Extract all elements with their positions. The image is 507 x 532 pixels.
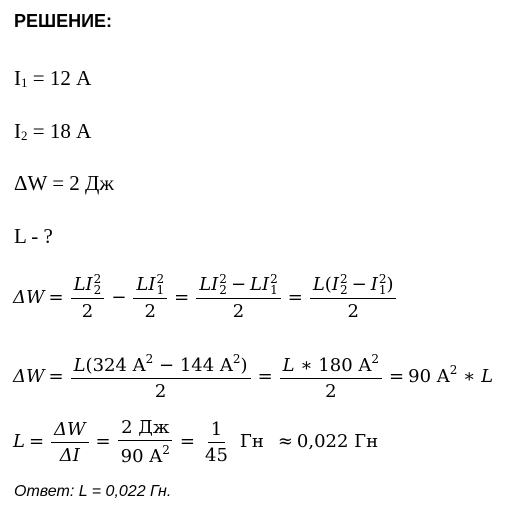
numerator-part: ) (240, 355, 248, 376)
exponent: 2 (270, 272, 278, 286)
var-l: L (73, 274, 86, 295)
var-l: L (136, 274, 149, 295)
exponent: 2 (449, 363, 458, 377)
exponent: 2 (162, 443, 170, 457)
fraction (51, 419, 89, 466)
denominator: 2 (325, 381, 337, 402)
var-i: I (261, 274, 270, 295)
numerator-part: − 144 A (153, 355, 233, 376)
equals-sign: = (257, 366, 273, 387)
exponent: 2 (371, 352, 380, 366)
numerator: 1 (208, 419, 225, 443)
formula-lhs: ΔW (13, 366, 45, 387)
denominator: 2 (81, 301, 94, 322)
denominator: 2 (154, 381, 167, 402)
formula-inductance (13, 417, 378, 467)
exponent: 2 (378, 272, 387, 286)
paren-open: ( (324, 274, 332, 295)
denominator-value: 90 A (120, 446, 163, 467)
index: 1 (270, 283, 278, 297)
minus-sign: − (230, 274, 247, 295)
fraction (71, 274, 105, 322)
numerator-part: (324 A (85, 355, 146, 376)
equals-sign: = (179, 431, 195, 452)
equals-sign: = (389, 366, 405, 387)
fraction (196, 274, 281, 322)
var-l: L (282, 355, 295, 376)
current-index: 1 (21, 75, 28, 90)
var-i: I (370, 274, 378, 295)
var-i: I (211, 274, 219, 295)
numerator-part: ∗ 180 A (294, 355, 372, 376)
exponent: 2 (339, 272, 348, 286)
equals-sign: = (287, 287, 303, 308)
given-energy-change: ΔW = 2 Дж (14, 171, 114, 195)
fraction (71, 352, 251, 402)
exponent: 2 (156, 272, 165, 286)
equals-sign: = (95, 431, 111, 452)
fraction (280, 352, 382, 402)
var-l: L (312, 274, 325, 295)
equals-sign: = (28, 431, 45, 452)
given-current-2 (14, 119, 91, 144)
approx-sign: ≈ (277, 431, 293, 452)
var-i: I (331, 274, 339, 295)
solution-heading: РЕШЕНИЕ: (14, 11, 113, 31)
minus-sign: − (351, 274, 367, 295)
unit-henry: Гн (239, 431, 264, 452)
var-l: L (199, 274, 212, 295)
formula-substitution (13, 352, 493, 402)
current-index: 2 (21, 128, 28, 143)
index: 2 (219, 283, 227, 297)
numerator: ΔW (51, 419, 89, 443)
exponent: 2 (232, 352, 241, 366)
index: 2 (93, 283, 102, 297)
var-l: L (481, 366, 494, 387)
exponent: 2 (145, 352, 154, 366)
exponent: 2 (93, 272, 102, 286)
given-current-1 (14, 66, 91, 91)
var-l: L (73, 355, 86, 376)
fraction (118, 417, 173, 467)
index: 1 (378, 283, 387, 297)
multiply-sign: ∗ (457, 366, 482, 387)
minus-sign: − (111, 287, 127, 308)
numerator: 2 Дж (118, 417, 172, 441)
current-value: = 12 А (27, 66, 92, 90)
denominator: ΔI (59, 444, 80, 466)
current-value: = 18 А (27, 119, 92, 143)
index: 1 (156, 283, 165, 297)
denominator: 2 (232, 301, 245, 322)
equals-sign: = (174, 287, 190, 308)
current-symbol: I (14, 66, 21, 90)
formula-lhs: L (13, 431, 25, 452)
answer-line: Ответ: L = 0,022 Гн. (14, 483, 172, 500)
fraction (133, 274, 167, 322)
fraction (310, 274, 397, 322)
result-value: 90 A (408, 366, 450, 387)
equals-sign: = (48, 287, 64, 308)
fraction (202, 419, 231, 466)
denominator: 2 (144, 301, 156, 322)
var-i: I (148, 274, 156, 295)
current-symbol: I (14, 119, 21, 143)
denominator: 2 (347, 301, 359, 322)
paren-close: ) (386, 274, 394, 295)
var-i: I (85, 274, 93, 295)
equals-sign: = (48, 366, 64, 387)
index: 2 (339, 283, 348, 297)
denominator: 45 (205, 444, 228, 466)
exponent: 2 (219, 272, 227, 286)
unknown-inductance: L - ? (14, 224, 53, 248)
formula-lhs: ΔW (13, 287, 45, 308)
formula-energy-change (13, 274, 399, 322)
result-value: 0,022 Гн (296, 431, 379, 452)
var-l: L (250, 274, 262, 295)
